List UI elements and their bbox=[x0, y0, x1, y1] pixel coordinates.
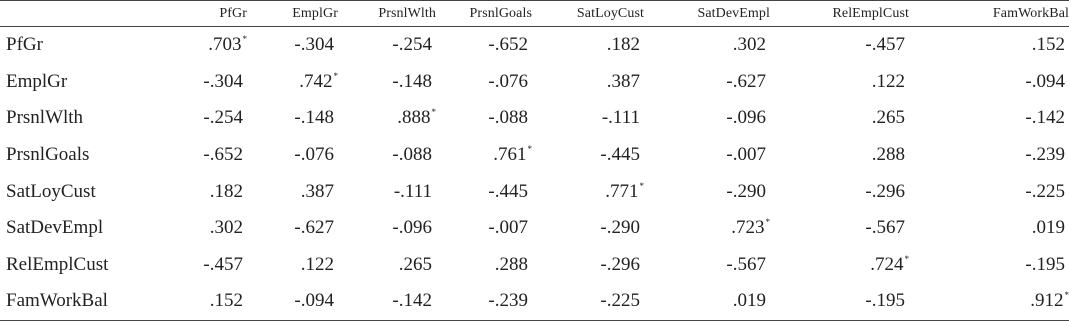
table-cell bbox=[909, 27, 1069, 64]
table-cell bbox=[172, 64, 247, 101]
table-cell bbox=[909, 283, 1069, 320]
cell-spacer bbox=[334, 217, 338, 238]
cell-value: -.627 bbox=[726, 70, 766, 92]
cell-value: -.111 bbox=[393, 180, 432, 202]
table-row bbox=[0, 27, 1069, 64]
significance-marker: * bbox=[904, 253, 909, 264]
cell-spacer bbox=[766, 290, 770, 311]
cell-spacer bbox=[640, 71, 644, 92]
table-cell bbox=[770, 173, 909, 210]
column-header: EmplGr bbox=[292, 5, 338, 21]
cell-value: .302 bbox=[732, 34, 766, 56]
cell-spacer bbox=[243, 71, 247, 92]
cell-spacer bbox=[334, 144, 338, 165]
table-cell bbox=[909, 247, 1069, 284]
cell-spacer bbox=[243, 254, 247, 275]
cell-value: -.296 bbox=[865, 180, 905, 202]
row-label: PrsnlGoals bbox=[6, 144, 90, 166]
cell-value: .723 bbox=[731, 217, 765, 239]
table-cell bbox=[532, 64, 644, 101]
cell-value: -.239 bbox=[1025, 144, 1065, 166]
table-cell bbox=[436, 64, 532, 101]
table-cell bbox=[436, 247, 532, 284]
table-cell bbox=[247, 27, 338, 64]
table-cell bbox=[172, 210, 247, 247]
cell-spacer bbox=[905, 34, 909, 55]
cell-spacer bbox=[905, 144, 909, 165]
table-cell bbox=[532, 173, 644, 210]
cell-spacer bbox=[243, 217, 247, 238]
cell-value: .724 bbox=[870, 253, 904, 275]
cell-value: .019 bbox=[1031, 217, 1065, 239]
cell-spacer bbox=[1065, 181, 1069, 202]
cell-value: -.195 bbox=[865, 290, 905, 312]
table-cell bbox=[532, 27, 644, 64]
cell-value: .302 bbox=[209, 217, 243, 239]
cell-value: -.652 bbox=[488, 34, 528, 56]
cell-value: .265 bbox=[871, 107, 905, 129]
table-cell bbox=[770, 247, 909, 284]
table-cell bbox=[172, 100, 247, 137]
cell-spacer bbox=[528, 34, 532, 55]
table-row bbox=[0, 283, 1069, 320]
cell-value: -.088 bbox=[392, 144, 432, 166]
cell-spacer bbox=[432, 71, 436, 92]
table-body bbox=[0, 27, 1069, 320]
cell-value: -.088 bbox=[488, 107, 528, 129]
table-cell bbox=[644, 173, 770, 210]
cell-value: -.290 bbox=[726, 180, 766, 202]
table-header bbox=[0, 0, 1069, 27]
cell-value: -.445 bbox=[600, 144, 640, 166]
corner-cell bbox=[0, 0, 172, 27]
cell-spacer bbox=[766, 144, 770, 165]
significance-marker: * bbox=[431, 107, 436, 118]
cell-value: .152 bbox=[1031, 34, 1065, 56]
cell-value: .019 bbox=[732, 290, 766, 312]
cell-spacer bbox=[528, 254, 532, 275]
cell-spacer bbox=[432, 181, 436, 202]
table-cell bbox=[644, 64, 770, 101]
cell-value: .771 bbox=[605, 180, 639, 202]
table-cell bbox=[909, 210, 1069, 247]
cell-value: .152 bbox=[209, 290, 243, 312]
cell-value: -.304 bbox=[203, 70, 243, 92]
significance-marker: * bbox=[1064, 290, 1069, 301]
cell-value: .265 bbox=[398, 253, 432, 275]
cell-spacer bbox=[905, 181, 909, 202]
table-cell bbox=[770, 137, 909, 174]
cell-spacer bbox=[640, 290, 644, 311]
table-cell bbox=[532, 283, 644, 320]
table-cell bbox=[247, 64, 338, 101]
cell-value: -.195 bbox=[1025, 253, 1065, 275]
table-cell bbox=[644, 137, 770, 174]
table-cell bbox=[532, 247, 644, 284]
table-row bbox=[0, 137, 1069, 174]
significance-marker: * bbox=[639, 180, 644, 191]
table-cell bbox=[338, 210, 436, 247]
cell-spacer bbox=[905, 71, 909, 92]
cell-value: -.142 bbox=[392, 290, 432, 312]
cell-spacer bbox=[528, 181, 532, 202]
significance-marker: * bbox=[242, 34, 247, 45]
column-header: SatDevEmpl bbox=[697, 5, 770, 21]
row-label: PfGr bbox=[6, 34, 43, 56]
cell-value: .912 bbox=[1030, 290, 1064, 312]
table-cell bbox=[644, 210, 770, 247]
cell-value: -.239 bbox=[488, 290, 528, 312]
table-cell bbox=[172, 247, 247, 284]
cell-value: .742 bbox=[299, 70, 333, 92]
cell-value: .122 bbox=[300, 253, 334, 275]
cell-spacer bbox=[243, 144, 247, 165]
cell-spacer bbox=[334, 107, 338, 128]
cell-spacer bbox=[528, 290, 532, 311]
cell-value: -.096 bbox=[726, 107, 766, 129]
table-cell bbox=[770, 64, 909, 101]
table-cell bbox=[436, 173, 532, 210]
table-cell bbox=[644, 247, 770, 284]
cell-value: .888 bbox=[397, 107, 431, 129]
significance-marker: * bbox=[765, 217, 770, 228]
top-rule bbox=[0, 0, 1069, 1]
cell-value: -.457 bbox=[203, 253, 243, 275]
table-row bbox=[0, 247, 1069, 284]
cell-spacer bbox=[432, 144, 436, 165]
cell-spacer bbox=[432, 217, 436, 238]
cell-value: -.445 bbox=[488, 180, 528, 202]
table-cell bbox=[247, 210, 338, 247]
table-cell bbox=[770, 27, 909, 64]
table-cell bbox=[247, 247, 338, 284]
cell-value: -.111 bbox=[601, 107, 640, 129]
table-cell bbox=[338, 64, 436, 101]
cell-spacer bbox=[528, 107, 532, 128]
cell-value: .387 bbox=[300, 180, 334, 202]
table-cell bbox=[770, 210, 909, 247]
table-cell bbox=[172, 27, 247, 64]
cell-value: -.148 bbox=[392, 70, 432, 92]
cell-value: -.254 bbox=[392, 34, 432, 56]
cell-spacer bbox=[1065, 34, 1069, 55]
cell-value: .288 bbox=[871, 144, 905, 166]
cell-value: .122 bbox=[871, 70, 905, 92]
cell-spacer bbox=[528, 217, 532, 238]
cell-spacer bbox=[640, 34, 644, 55]
table-cell bbox=[909, 173, 1069, 210]
cell-spacer bbox=[334, 290, 338, 311]
table-cell bbox=[644, 100, 770, 137]
cell-value: -.094 bbox=[294, 290, 334, 312]
cell-spacer bbox=[905, 217, 909, 238]
cell-value: -.296 bbox=[600, 253, 640, 275]
table-cell bbox=[172, 283, 247, 320]
table-cell bbox=[338, 283, 436, 320]
table-row bbox=[0, 173, 1069, 210]
cell-spacer bbox=[432, 254, 436, 275]
table-cell bbox=[436, 210, 532, 247]
table-cell bbox=[532, 100, 644, 137]
cell-value: -.290 bbox=[600, 217, 640, 239]
cell-spacer bbox=[334, 34, 338, 55]
cell-value: .182 bbox=[209, 180, 243, 202]
cell-value: .703 bbox=[208, 34, 242, 56]
table-cell bbox=[436, 283, 532, 320]
table-cell bbox=[909, 64, 1069, 101]
cell-spacer bbox=[640, 217, 644, 238]
table-cell bbox=[532, 210, 644, 247]
column-header: FamWorkBal bbox=[992, 5, 1069, 21]
row-label: SatDevEmpl bbox=[6, 217, 104, 239]
cell-value: -.225 bbox=[600, 290, 640, 312]
cell-spacer bbox=[243, 107, 247, 128]
header-row bbox=[0, 0, 1069, 27]
cell-value: .182 bbox=[606, 34, 640, 56]
cell-value: -.007 bbox=[488, 217, 528, 239]
cell-spacer bbox=[766, 71, 770, 92]
cell-value: .761 bbox=[493, 144, 527, 166]
table-cell bbox=[338, 247, 436, 284]
cell-spacer bbox=[432, 290, 436, 311]
table-cell bbox=[436, 100, 532, 137]
table-cell bbox=[247, 173, 338, 210]
table-cell bbox=[338, 100, 436, 137]
cell-spacer bbox=[766, 34, 770, 55]
cell-value: -.076 bbox=[294, 144, 334, 166]
cell-value: -.254 bbox=[203, 107, 243, 129]
table-cell bbox=[247, 283, 338, 320]
cell-value: -.304 bbox=[294, 34, 334, 56]
table-cell bbox=[644, 283, 770, 320]
cell-spacer bbox=[905, 107, 909, 128]
row-label: EmplGr bbox=[6, 70, 68, 92]
table-cell bbox=[644, 27, 770, 64]
cell-spacer bbox=[640, 254, 644, 275]
cell-spacer bbox=[432, 34, 436, 55]
cell-value: -.567 bbox=[865, 217, 905, 239]
cell-value: -.007 bbox=[726, 144, 766, 166]
table-cell bbox=[909, 100, 1069, 137]
cell-spacer bbox=[334, 181, 338, 202]
column-header: PrsnlGoals bbox=[469, 5, 532, 21]
cell-spacer bbox=[766, 254, 770, 275]
table-cell bbox=[247, 137, 338, 174]
table-cell bbox=[338, 137, 436, 174]
cell-value: -.225 bbox=[1025, 180, 1065, 202]
table-cell bbox=[532, 137, 644, 174]
cell-value: -.627 bbox=[294, 217, 334, 239]
cell-spacer bbox=[640, 144, 644, 165]
cell-value: .288 bbox=[494, 253, 528, 275]
cell-spacer bbox=[640, 107, 644, 128]
cell-value: -.076 bbox=[488, 70, 528, 92]
cell-spacer bbox=[243, 290, 247, 311]
cell-spacer bbox=[1065, 107, 1069, 128]
table-cell bbox=[338, 27, 436, 64]
cell-spacer bbox=[334, 254, 338, 275]
table-cell bbox=[436, 137, 532, 174]
table-row bbox=[0, 100, 1069, 137]
row-label: FamWorkBal bbox=[6, 290, 108, 312]
table-cell bbox=[247, 100, 338, 137]
significance-marker: * bbox=[527, 144, 532, 155]
column-header: RelEmplCust bbox=[832, 5, 909, 21]
cell-spacer bbox=[1065, 217, 1069, 238]
table-cell bbox=[338, 173, 436, 210]
bottom-rule bbox=[0, 320, 1069, 321]
row-label: SatLoyCust bbox=[6, 180, 96, 202]
row-label: RelEmplCust bbox=[6, 253, 109, 275]
cell-spacer bbox=[1065, 71, 1069, 92]
cell-spacer bbox=[1065, 144, 1069, 165]
table-row bbox=[0, 64, 1069, 101]
table-cell bbox=[172, 137, 247, 174]
cell-spacer bbox=[528, 71, 532, 92]
cell-value: .387 bbox=[606, 70, 640, 92]
table-cell bbox=[909, 137, 1069, 174]
cell-spacer bbox=[905, 290, 909, 311]
cell-spacer bbox=[1065, 254, 1069, 275]
header-rule bbox=[0, 26, 1069, 27]
row-label: PrsnlWlth bbox=[6, 107, 84, 129]
cell-value: -.142 bbox=[1025, 107, 1065, 129]
table-cell bbox=[770, 283, 909, 320]
table-cell bbox=[770, 100, 909, 137]
cell-spacer bbox=[766, 107, 770, 128]
cell-value: -.148 bbox=[294, 107, 334, 129]
table-cell bbox=[172, 173, 247, 210]
cell-value: -.652 bbox=[203, 144, 243, 166]
column-header: PfGr bbox=[219, 5, 247, 21]
table-row bbox=[0, 210, 1069, 247]
cell-spacer bbox=[243, 181, 247, 202]
column-header: SatLoyCust bbox=[576, 5, 644, 21]
cell-value: -.094 bbox=[1025, 70, 1065, 92]
column-header: PrsnlWlth bbox=[378, 5, 436, 21]
significance-marker: * bbox=[333, 70, 338, 81]
cell-value: -.457 bbox=[865, 34, 905, 56]
cell-value: -.567 bbox=[726, 253, 766, 275]
cell-spacer bbox=[766, 181, 770, 202]
cell-value: -.096 bbox=[392, 217, 432, 239]
table-cell bbox=[436, 27, 532, 64]
